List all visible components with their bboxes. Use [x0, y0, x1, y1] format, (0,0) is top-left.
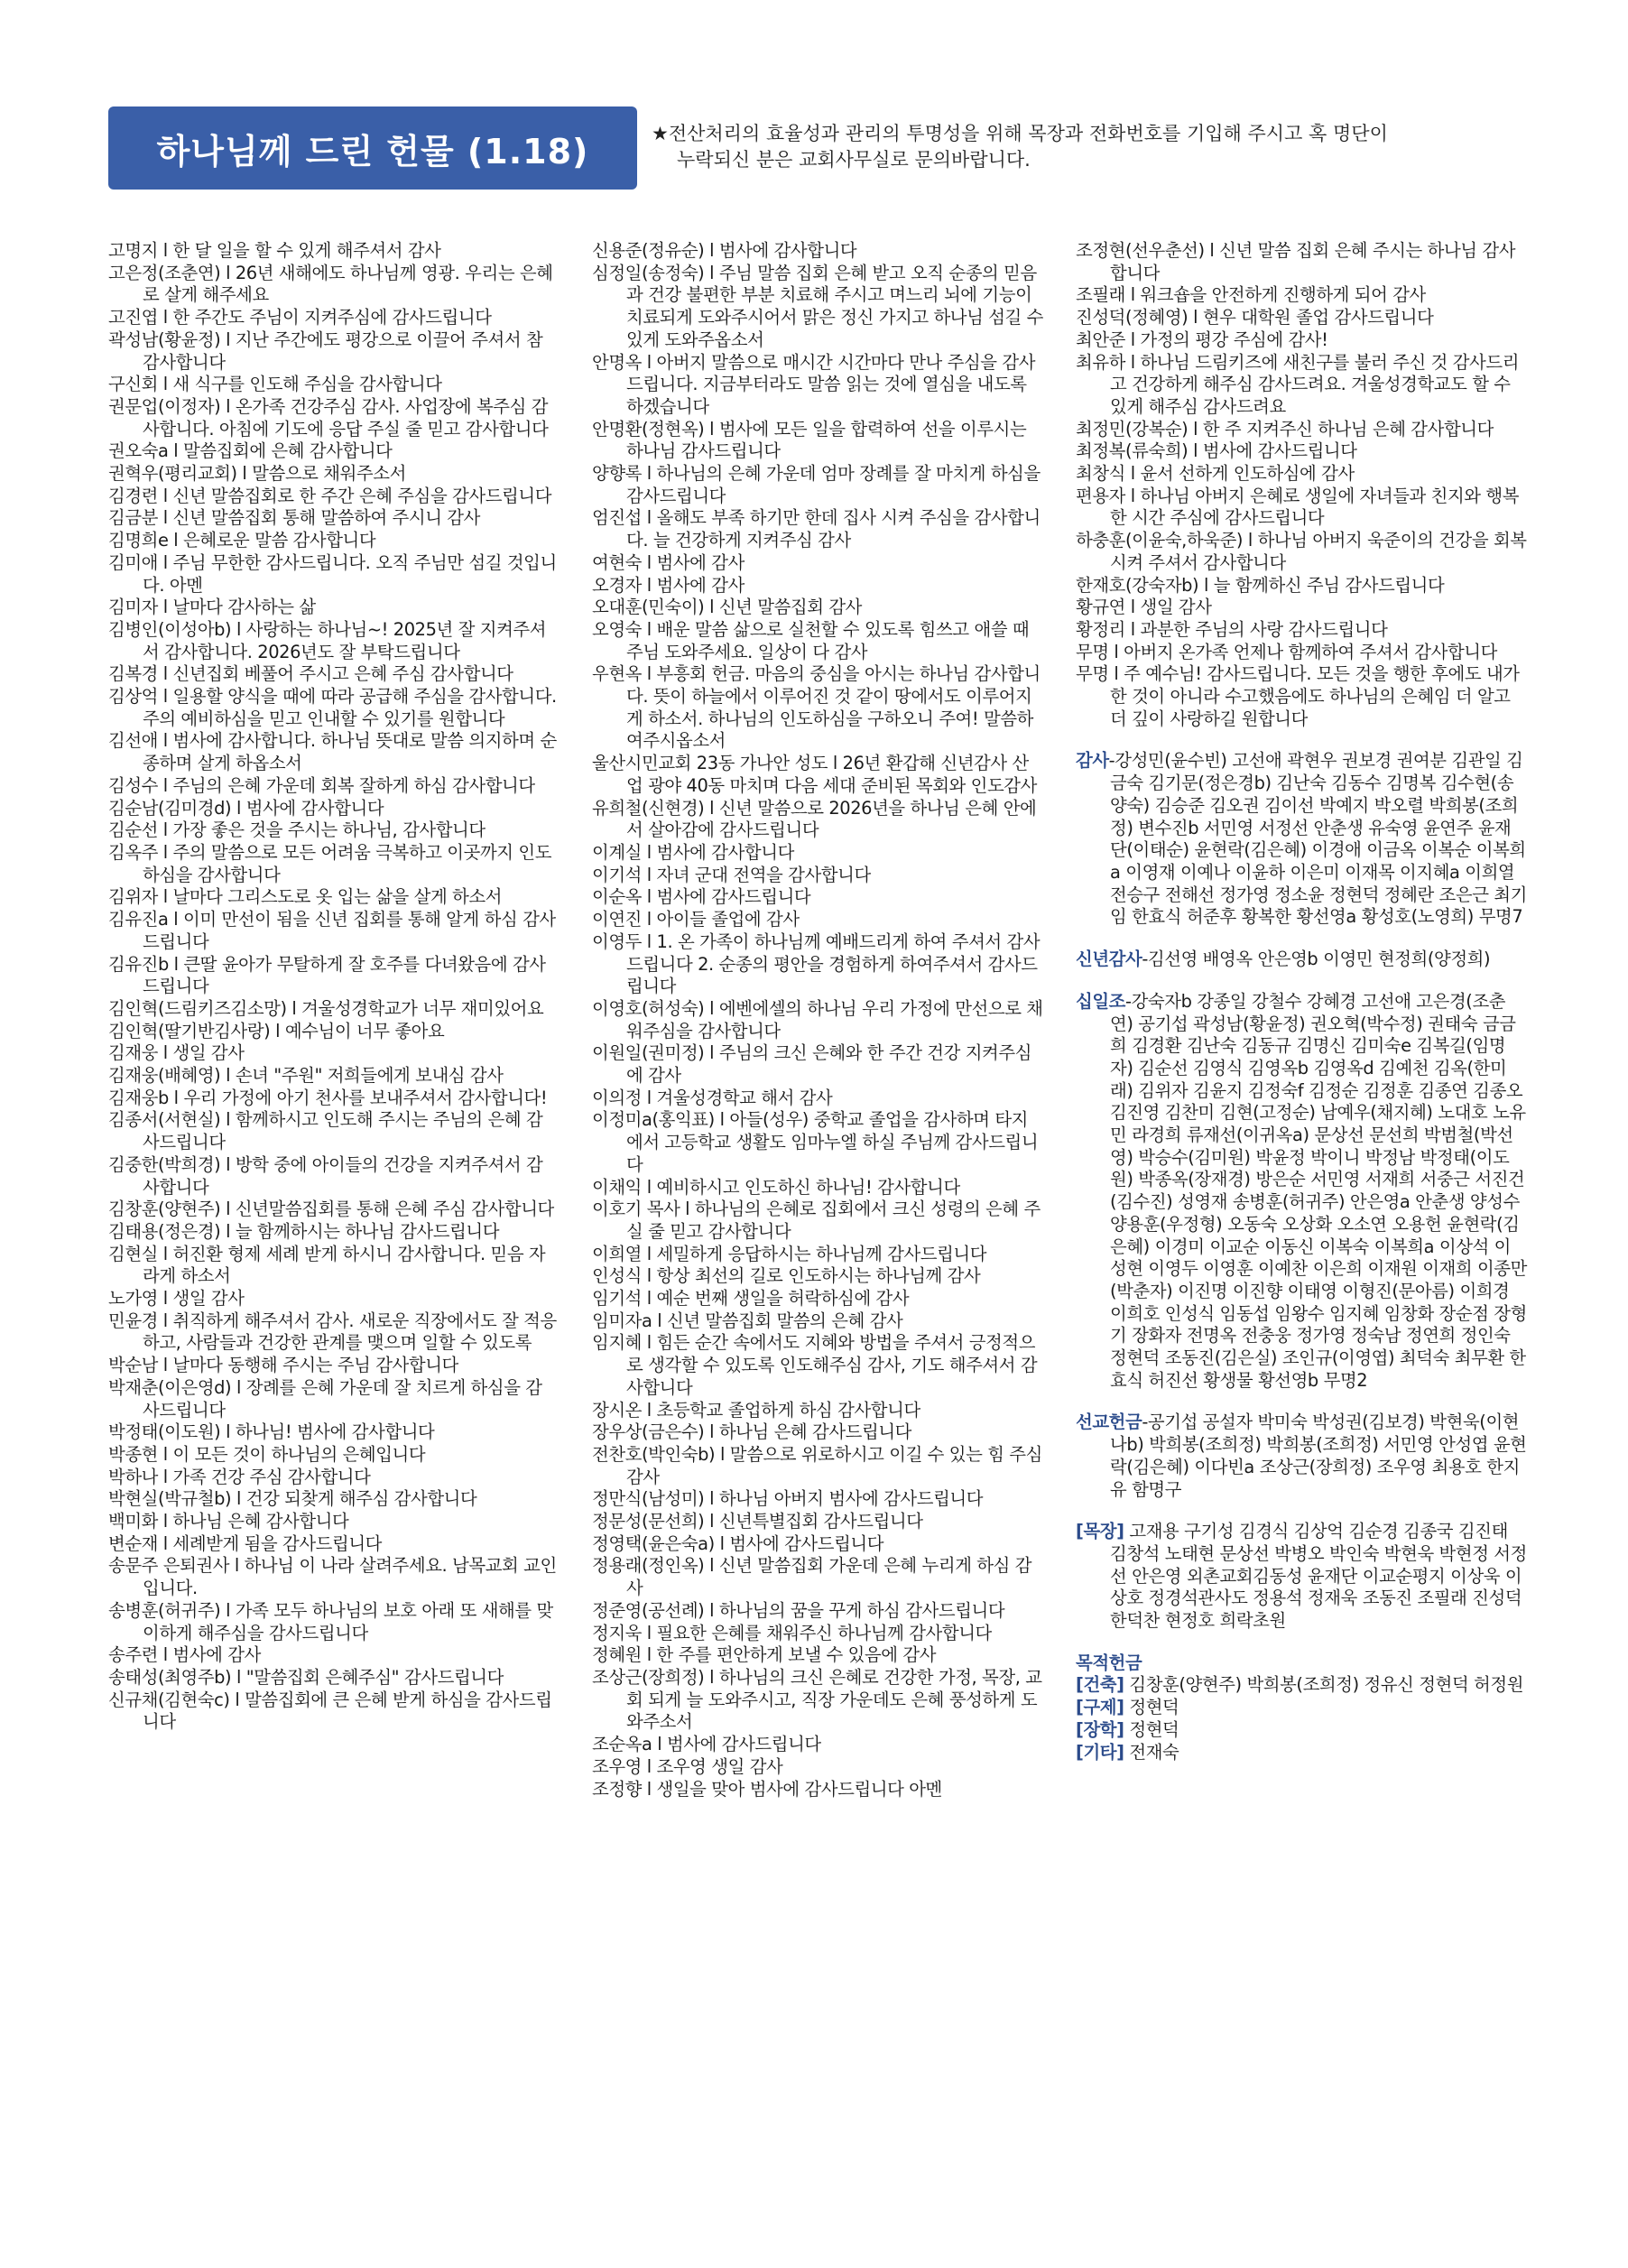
offering-entry: 신용준(정유순) l 범사에 감사합니다: [592, 240, 857, 261]
offering-entry: 전찬호(박인숙b) l 말씀으로 위로하시고 이길 수 있는 힘 주심 감사: [592, 1443, 1042, 1487]
notice-text: [652, 121, 1554, 173]
offering-entry: 여현숙 l 범사에 감사: [592, 551, 745, 573]
offering-entry: 권오숙a l 말씀집회에 은혜 감사합니다: [108, 440, 393, 462]
offering-entry: 김유진a l 이미 만선이 됨을 신년 집회를 통해 알게 하심 감사드립니다: [108, 909, 556, 952]
category-label: 감사: [1076, 750, 1109, 772]
category-names: 고재용 구기성 김경식 김상억 김순경 김종국 김진태 김창석 노태현 문상선 박병오 박인숙 박현욱 박현정 서정선 안은영 외촌교회김동성 윤재단 이교순평지 이상욱 이상호 정경석관사도 정용석 정재욱 조동진 조필래 진성덕 한덕찬 현정호 희락초원: [1110, 1521, 1527, 1632]
offering-entry: 최정민(강복순) l 한 주 지켜주신 하나님 은혜 감사합니다: [1076, 418, 1494, 440]
offering-entry: 김순선 l 가장 좋은 것을 주시는 하나님, 감사합니다: [108, 819, 486, 841]
offering-entry: 우현옥 l 부흥회 헌금. 마음의 중심을 아시는 하나님 감사합니다. 뜻이 하늘에서 이루어진 것 같이 땅에서도 이루어지게 하소서. 하나님의 인도하심을 구하오니 주여! 말씀하여주시옵소서: [592, 663, 1041, 752]
purpose-heading: 목적헌금: [1076, 1652, 1142, 1673]
offering-entry: 노가영 l 생일 감사: [108, 1288, 245, 1310]
notice-line-1: ★전산처리의 효율성과 관리의 투명성을 위해 목장과 전화번호를 기입해 주시고 혹 명단이: [652, 123, 1388, 144]
category-label: 신년감사: [1076, 949, 1142, 970]
category-names: 정현덕: [1124, 1697, 1179, 1718]
offering-entry: 김옥주 l 주의 말씀으로 모든 어려움 극복하고 이곳까지 인도하심을 감사합니다: [108, 841, 552, 885]
category-label: [기타]: [1076, 1741, 1124, 1763]
offering-entry: 김유진b l 큰딸 윤아가 무탈하게 잘 호주를 다녀왔음에 감사드립니다: [108, 953, 546, 997]
offering-entry: 진성덕(정혜영) l 현우 대학원 졸업 감사드립니다: [1076, 307, 1434, 329]
category-names: 전재숙: [1124, 1741, 1179, 1763]
category-mission: [1076, 1412, 1527, 1501]
category-names: -강숙자b 강종일 강철수 강혜경 고선애 고은경(조춘연) 공기섭 곽성남(황윤정) 권오혁(박수정) 권태숙 금금희 김경환 김난숙 김동규 김명신 김미숙e 김복길(임명자) 김순선 김영식 김영옥b 김영옥d 김예천 김옥(한미래) 김위자 김윤지 김정숙f 김정순 김정훈 김종연 김종오 김진영 김찬미 김현(고정순) 남예우(채지혜) 노대호 노유민 라경희 류재선(이귀옥a) 문상선 문선희 박범철(박선영) 박승수(김미원) 박윤정 박이니 박정남 박정태(이도원) 박종옥(장재경) 방은순 서민영 서재희 서중근 서진건(김수진) 성영재 송병훈(허귀주) 안은영a 안춘생 양성수 양용훈(우정형) 오동숙 오상화 오소연 오용헌 윤현락(김은혜) 이경미 이교순 이동신 이복숙 이복희a 이상석 이성현 이영두 이영훈 이예찬 이은희 이재원 이재희 이종만(박춘자) 이진명 이진향 이태영 이형진(문아름) 이희경 이희호 인성식 임동섭 임왕수 임지혜 임창화 장순점 장형기 장화자 전명옥 전충웅 정가영 정숙남 정연희 정인숙 정현덕 조동진(김은실) 조인규(이영엽) 최덕숙 최무환 한효식 허진선 황생물 황선영b 무명2: [1110, 990, 1527, 1391]
offering-entry: 무명 l 주 예수님! 감사드립니다. 모든 것을 행한 후에도 내가 한 것이 아니라 수고했음에도 하나님의 은혜임 더 알고 더 깊이 사랑하길 원합니다: [1076, 663, 1520, 729]
offering-entry: 권문업(이정자) l 온가족 건강주심 감사. 사업장에 복주심 감사합니다. 아침에 기도에 응답 주실 줄 믿고 감사합니다: [108, 395, 549, 440]
offering-entry: 이순옥 l 범사에 감사드립니다: [592, 886, 811, 908]
offering-entry: 정만식(남성미) l 하나님 아버지 범사에 감사드립니다: [592, 1488, 984, 1510]
offering-entry: 조우영 l 조우영 생일 감사: [592, 1755, 783, 1777]
offering-entry: 이영호(허성숙) l 에벤에셀의 하나님 우리 가정에 만선으로 채워주심을 감사합니다: [592, 997, 1043, 1041]
offering-entry: 고은정(조춘연) l 26년 새해에도 하나님께 영광. 우리는 은혜로 살게 해주세요: [108, 262, 553, 306]
offering-column-1: [108, 240, 558, 1734]
offering-entry: 유희철(신현경) l 신년 말씀으로 2026년을 하나님 은혜 안에서 살아감에 감사드립니다: [592, 797, 1037, 841]
offering-entry: 조필래 l 워크숍을 안전하게 진행하게 되어 감사: [1076, 284, 1426, 306]
category-names: 김창훈(양현주) 박희봉(조희정) 정유신 정현덕 허정원: [1124, 1674, 1524, 1696]
offering-entry: 송문주 은퇴권사 l 하나님 이 나라 살려주세요. 남목교회 교인입니다.: [108, 1555, 557, 1599]
offering-entry: 조정현(선우춘선) l 신년 말씀 집회 은혜 주시는 하나님 감사합니다: [1076, 240, 1516, 283]
offering-entry: 정지욱 l 필요한 은혜를 채워주신 하나님께 감사합니다: [592, 1622, 992, 1643]
offering-entry: 최유하 l 하나님 드림키즈에 새친구를 불러 주신 것 감사드리고 건강하게 해주심 감사드려요. 겨울성경학교도 할 수 있게 해주심 감사드려요: [1076, 351, 1520, 417]
offering-entry: 조순옥a l 범사에 감사드립니다: [592, 1734, 821, 1755]
category-newyear: [1076, 949, 1527, 971]
offering-entry: 정용래(정인옥) l 신년 말씀집회 가운데 은혜 누리게 하심 감사: [592, 1555, 1032, 1599]
category-thanks: [1076, 750, 1527, 929]
offering-entry: 김미자 l 날마다 감사하는 삶: [108, 597, 316, 618]
offering-entry: 고명지 l 한 달 일을 할 수 있게 해주셔서 감사: [108, 240, 441, 261]
offering-entry: 김선애 l 범사에 감사합니다. 하나님 뜻대로 말씀 의지하며 순종하며 살게 하옵소서: [108, 730, 557, 774]
offering-entry: 김재웅b l 우리 가정에 아기 천사를 보내주셔서 감사합니다!: [108, 1087, 548, 1108]
offering-entry: 황정리 l 과분한 주님의 사랑 감사드립니다: [1076, 618, 1388, 640]
offering-entry: 한재호(강숙자b) l 늘 함께하신 주님 감사드립니다: [1076, 574, 1445, 596]
category-label: [목장]: [1076, 1521, 1124, 1542]
offering-entry: 김미애 l 주님 무한한 감사드립니다. 오직 주님만 섬길 것입니다. 아멘: [108, 551, 557, 596]
offering-entry: 장시온 l 초등학교 졸업하게 하심 감사합니다: [592, 1399, 920, 1421]
offering-entry: 김성수 l 주님의 은혜 가운데 회복 잘하게 하심 감사합니다: [108, 774, 535, 796]
offering-entry: 김중한(박희경) l 방학 중에 아이들의 건강을 지켜주셔서 감사합니다: [108, 1153, 543, 1198]
offering-entry: 김병인(이성아b) l 사랑하는 하나님~! 2025년 잘 지켜주셔서 감사합니다. 2026년도 잘 부탁드립니다: [108, 618, 547, 662]
offering-entry: 정혜원 l 한 주를 편안하게 보낼 수 있음에 감사: [592, 1644, 937, 1666]
offering-entry: 양향록 l 하나님의 은혜 가운데 엄마 장례를 잘 마치게 하심을 감사드립니다: [592, 463, 1041, 506]
offering-entry: 황규연 l 생일 감사: [1076, 597, 1212, 618]
category-label: [건축]: [1076, 1674, 1124, 1696]
category-label: [구제]: [1076, 1697, 1124, 1718]
offering-entry: 이연진 l 아이들 졸업에 감사: [592, 909, 800, 930]
notice-line-2: 누락되신 분은 교회사무실로 문의바랍니다.: [677, 149, 1031, 171]
offering-entry: 송태성(최영주b) l "말씀집회 은혜주심" 감사드립니다: [108, 1667, 504, 1688]
category-scholarship: [1076, 1719, 1527, 1742]
offering-entry: 심정일(송정숙) l 주님 말씀 집회 은혜 받고 오직 순종의 믿음과 건강 불편한 부분 치료해 주시고 며느리 뇌에 기능이 치료되게 도와주시어서 맑은 정신 가지고 하나님 섬길 수 있게 도와주옵소서: [592, 262, 1043, 350]
offering-entry: 조상근(장희정) l 하나님의 크신 은혜로 건강한 가정, 목장, 교회 되게 늘 도와주시고, 직장 가운데도 은혜 풍성하게 도와주소서: [592, 1667, 1042, 1733]
offering-entry: 오대훈(민숙이) l 신년 말씀집회 감사: [592, 597, 863, 618]
offering-entry: 임기석 l 예순 번째 생일을 허락하심에 감사: [592, 1288, 910, 1310]
category-names: 정현덕: [1124, 1718, 1179, 1740]
offering-entry: 고진엽 l 한 주간도 주님이 지켜주심에 감사드립니다: [108, 307, 492, 329]
offering-entry: 김위자 l 날마다 그리스도로 옷 입는 삶을 살게 하소서: [108, 886, 503, 908]
offering-entry: 오영숙 l 배운 말씀 삶으로 실천할 수 있도록 힘쓰고 애쓸 때 주님 도와주세요. 일상이 다 감사: [592, 618, 1030, 662]
offering-entry: 이정미a(홍익표) l 아들(성우) 중학교 졸업을 감사하며 타지에서 고등학교 생활도 임마누엘 하실 주님께 감사드립니다: [592, 1109, 1039, 1175]
offering-entry: 이기석 l 자녀 군대 전역을 감사합니다: [592, 864, 871, 885]
offering-entry: 장우상(금은수) l 하나님 은혜 감사드립니다: [592, 1421, 912, 1443]
offering-entry: 김명희e l 은혜로운 말씀 감사합니다: [108, 530, 376, 551]
offering-entry: 김재웅 l 생일 감사: [108, 1042, 245, 1064]
offering-entry: 무명 l 아버지 온가족 언제나 함께하여 주셔서 감사합니다: [1076, 641, 1497, 662]
offering-entry: 엄진섭 l 올해도 부족 하기만 한데 집사 시켜 주심을 감사합니다. 늘 건강하게 지켜주심 감사: [592, 507, 1041, 551]
offering-entry: 오경자 l 범사에 감사: [592, 574, 745, 596]
category-names: -김선영 배영옥 안은영b 이영민 현정희(양정희): [1142, 949, 1491, 970]
offering-entry: 이채익 l 예비하시고 인도하신 하나님! 감사합니다: [592, 1176, 960, 1198]
offering-entry: 안명환(정현옥) l 범사에 모든 일을 합력하여 선을 이루시는 하나님 감사드립니다: [592, 418, 1027, 462]
offering-entry: 이호기 목사 l 하나님의 은혜로 집회에서 크신 성령의 은혜 주실 줄 믿고 감사합니다: [592, 1199, 1041, 1242]
offering-entry: 권혁우(평리교회) l 말씀으로 채워주소서: [108, 463, 406, 485]
offering-entry: 최정복(류숙희) l 범사에 감사드립니다: [1076, 440, 1357, 462]
offering-entry: 구신회 l 새 식구를 인도해 주심을 감사합니다: [108, 374, 442, 395]
offering-entry: 박하나 l 가족 건강 주심 감사합니다: [108, 1466, 371, 1487]
offering-entry: 변순재 l 세례받게 됨을 감사드립니다: [108, 1532, 383, 1554]
offering-entry: 김재웅(배혜영) l 손녀 "주원" 저희들에게 보내심 감사: [108, 1065, 504, 1087]
offering-entry: 하충훈(이윤숙,하욱준) l 하나님 아버지 욱준이의 건강을 회복 시켜 주셔서 감사합니다: [1076, 530, 1527, 573]
offering-entry: 송병훈(허귀주) l 가족 모두 하나님의 보호 아래 또 새해를 맞이하게 해주심을 감사드립니다: [108, 1599, 553, 1643]
offering-column-3: [1076, 240, 1527, 1763]
category-building: [1076, 1674, 1527, 1697]
offering-entry: 박재춘(이은영d) l 장례를 은혜 가운데 잘 치르게 하심을 감사드립니다: [108, 1376, 542, 1421]
offering-entry: 김현실 l 허진환 형제 세례 받게 하시니 감사합니다. 믿음 자라게 하소서: [108, 1243, 546, 1287]
category-names: -공기섭 공설자 박미숙 박성권(김보경) 박현욱(이현나b) 박희봉(조희정) 박희봉(조희정) 서민영 안성엽 윤현락(김은혜) 이다빈a 조상근(장희정) 조우영 최용호 한지유 함명구: [1110, 1412, 1527, 1500]
offering-entry: 이계실 l 범사에 감사합니다: [592, 841, 794, 863]
category-relief: [1076, 1697, 1527, 1719]
offering-entry: 송주련 l 범사에 감사: [108, 1644, 261, 1666]
offering-entry: 박순남 l 날마다 동행해 주시는 주님 감사합니다: [108, 1355, 458, 1376]
category-label: [장학]: [1076, 1718, 1124, 1740]
offering-column-3-entries: [1076, 240, 1527, 730]
offering-entry: 김인혁(드림키즈김소망) l 겨울성경학교가 너무 재미있어요: [108, 997, 544, 1019]
offering-entry: 정영택(윤은숙a) l 범사에 감사드립니다: [592, 1532, 884, 1554]
offering-entry: 곽성남(황윤정) l 지난 주간에도 평강으로 이끌어 주셔서 참 감사합니다: [108, 329, 543, 373]
offering-entry: 김순남(김미경d) l 범사에 감사합니다: [108, 797, 384, 819]
offering-entry: 김경련 l 신년 말씀집회로 한 주간 은혜 주심을 감사드립니다: [108, 485, 552, 506]
offering-entry: 인성식 l 항상 최선의 길로 인도하시는 하나님께 감사: [592, 1265, 981, 1287]
category-group: [1076, 1521, 1527, 1633]
offering-entry: 정문성(문선희) l 신년특별집회 감사드립니다: [592, 1511, 923, 1532]
offering-entry: 김상억 l 일용할 양식을 때에 따라 공급해 주심을 감사합니다. 주의 예비하심을 믿고 인내할 수 있기를 원합니다: [108, 686, 557, 729]
offering-entry: 울산시민교회 23동 가나안 성도 l 26년 환갑해 신년감사 산업 광야 40동 마치며 다음 세대 준비된 목회와 인도감사: [592, 753, 1037, 796]
offering-entry: 임지혜 l 힘든 순간 속에서도 지혜와 방법을 주셔서 긍정적으로 생각할 수 있도록 인도해주심 감사, 기도 해주셔서 감사합니다: [592, 1332, 1038, 1398]
offering-entry: 백미화 l 하나님 은혜 감사합니다: [108, 1511, 349, 1532]
offering-entry: 박정태(이도원) l 하나님! 범사에 감사합니다: [108, 1421, 435, 1443]
category-tithe: [1076, 991, 1527, 1393]
offering-column-2: [592, 240, 1043, 1801]
offering-entry: 민윤경 l 취직하게 해주셔서 감사. 새로운 직장에서도 잘 적응하고, 사람들과 건강한 관계를 맺으며 일할 수 있도록: [108, 1310, 557, 1354]
offering-entry: 편용자 l 하나님 아버지 은혜로 생일에 자녀들과 친지와 행복한 시간 주심에 감사드립니다: [1076, 485, 1520, 529]
offering-entry: 박종현 l 이 모든 것이 하나님의 은혜입니다: [108, 1443, 426, 1465]
offering-entry: 김태용(정은경) l 늘 함께하시는 하나님 감사드립니다: [108, 1220, 500, 1242]
offering-entry: 신규채(김현숙c) l 말씀집회에 큰 은혜 받게 하심을 감사드립니다: [108, 1689, 552, 1733]
offering-entry: 이의정 l 겨울성경학교 해서 감사: [592, 1087, 833, 1108]
offering-entry: 조정향 l 생일을 맞아 범사에 감사드립니다 아멘: [592, 1778, 942, 1800]
offering-entry: 최안준 l 가정의 평강 주심에 감사!: [1076, 329, 1328, 350]
offering-entry: 이원일(권미정) l 주님의 크신 은혜와 한 주간 건강 지켜주심에 감사: [592, 1042, 1032, 1087]
offering-entry: 안명옥 l 아버지 말씀으로 매시간 시간마다 만나 주심을 감사드립니다. 지금부터라도 말씀 읽는 것에 열심을 내도록 하겠습니다: [592, 351, 1036, 417]
offering-entry: 최창식 l 윤서 선하게 인도하심에 감사: [1076, 463, 1355, 485]
offering-entry: 김인혁(딸기반김사랑) l 예수님이 너무 좋아요: [108, 1020, 445, 1041]
offering-entry: 이희열 l 세밀하게 응답하시는 하나님께 감사드립니다: [592, 1243, 987, 1264]
offering-entry: 김종서(서현실) l 함께하시고 인도해 주시는 주님의 은혜 감사드립니다: [108, 1109, 543, 1153]
offering-entry: 김복경 l 신년집회 베풀어 주시고 은혜 주심 감사합니다: [108, 663, 513, 685]
offering-entry: 김창훈(양현주) l 신년말씀집회를 통해 은혜 주심 감사합니다: [108, 1199, 554, 1220]
offering-entry: 김금분 l 신년 말씀집회 통해 말씀하여 주시니 감사: [108, 507, 480, 529]
offering-entry: 정준영(공선례) l 하나님의 꿈을 꾸게 하심 감사드립니다: [592, 1599, 1005, 1621]
category-etc: [1076, 1742, 1527, 1764]
offering-entry: 이영두 l 1. 온 가족이 하나님께 예배드리게 하여 주셔서 감사드립니다 2. 순종의 평안을 경험하게 하여주셔서 감사드립니다: [592, 930, 1041, 997]
category-names: -강성민(윤수빈) 고선애 곽현우 권보경 권여분 김관일 김금숙 김기문(정은경b) 김난숙 김동수 김명복 김수현(송양숙) 김승준 김오권 김이선 박예지 박오렬 박희봉(조희정) 변수진b 서민영 서정선 안춘생 유숙영 윤연주 윤재단(이태순) 윤현락(김은혜) 이경애 이금옥 이복순 이복희a 이영재 이예나 이윤하 이은미 이재목 이지혜a 이희열 전승구 전해선 정가영 정소윤 정현덕 정혜란 조은근 최기임 한효식 허준후 황복한 황선영a 황성호(노영희) 무명7: [1108, 750, 1527, 928]
offering-entry: 박현실(박규철b) l 건강 되찾게 해주심 감사합니다: [108, 1488, 477, 1510]
offering-entry: 임미자a l 신년 말씀집회 말씀의 은혜 감사: [592, 1310, 903, 1331]
category-label: 선교헌금: [1076, 1412, 1142, 1433]
category-label: 십일조: [1076, 990, 1125, 1012]
page-title: 하나님께 드린 헌물 (1.18): [108, 106, 637, 190]
